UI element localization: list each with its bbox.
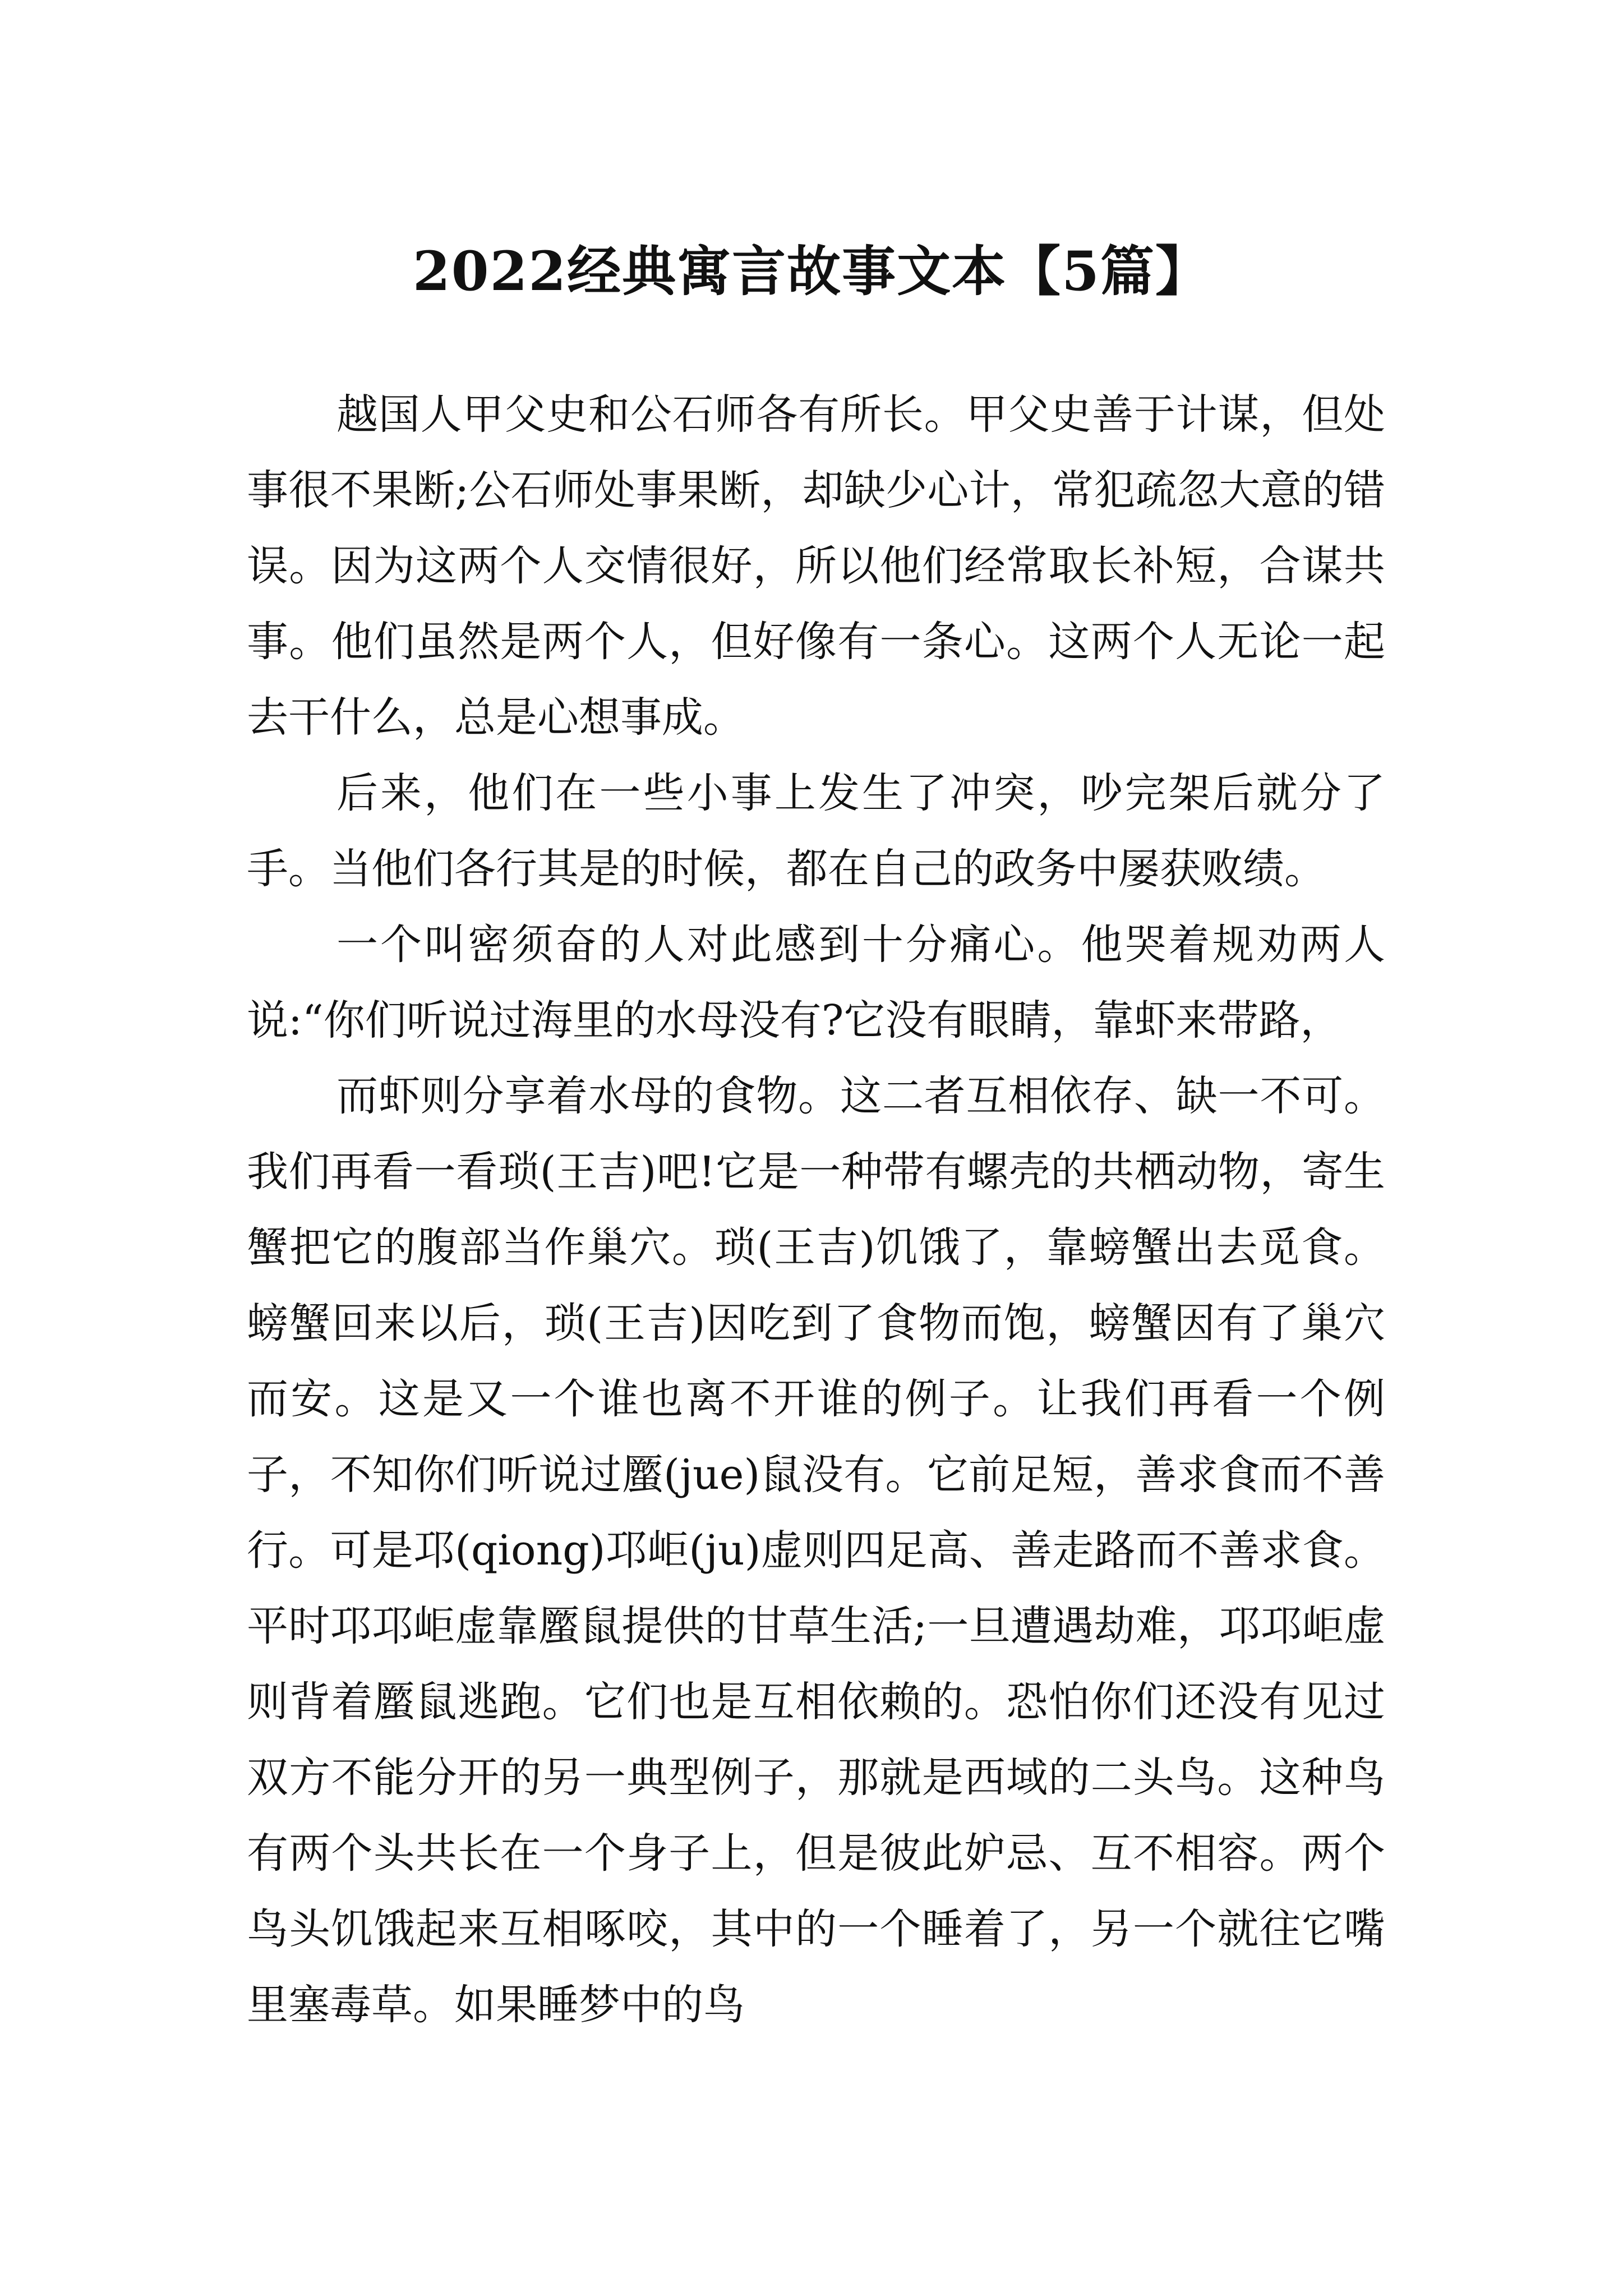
document-body — [247, 377, 1385, 2043]
paragraph-4: 而虾则分享着水母的食物。这二者互相依存、缺一不可。我们再看一看琐(王吉)吧!它是一种带有螺壳的共栖动物，寄生蟹把它的腹部当作巢穴。琐(王吉)饥饿了，靠螃蟹出去觅食。螃蟹回来以后，琐(王吉)因吃到了食物而饱，螃蟹因有了巢穴而安。这是又一个谁也离不开谁的例子。让我们再看一个例子，不知你们听说过蟨(jue)鼠没有。它前足短，善求食而不善行。可是邛(qiong)邛岠(ju)虚则四足高、善走路而不善求食。平时邛邛岠虚靠蟨鼠提供的甘草生活;一旦遭遇劫难，邛邛岠虚则背着蟨鼠逃跑。它们也是互相依赖的。恐怕你们还没有见过双方不能分开的另一典型例子，那就是西域的二头鸟。这种鸟有两个头共长在一个身子上，但是彼此妒忌、互不相容。两个鸟头饥饿起来互相啄咬，其中的一个睡着了，另一个就往它嘴里塞毒草。如果睡梦中的鸟 — [247, 1072, 1385, 2029]
paragraph-3: 一个叫密须奋的人对此感到十分痛心。他哭着规劝两人说:“你们听说过海里的水母没有?它没有眼睛，靠虾来带路， — [247, 921, 1385, 1045]
paragraph-1: 越国人甲父史和公石师各有所长。甲父史善于计谋，但处事很不果断;公石师处事果断，却缺少心计，常犯疏忽大意的错误。因为这两个人交情很好，所以他们经常取长补短，合谋共事。他们虽然是两个人，但好像有一条心。这两个人无论一起去干什么，总是心想事成。 — [247, 390, 1385, 742]
document-title: 2022经典寓言故事文本【5篇】 — [413, 240, 1210, 303]
paragraph-2: 后来，他们在一些小事上发生了冲突，吵完架后就分了手。当他们各行其是的时候，都在自己的政务中屡获败绩。 — [247, 769, 1385, 893]
